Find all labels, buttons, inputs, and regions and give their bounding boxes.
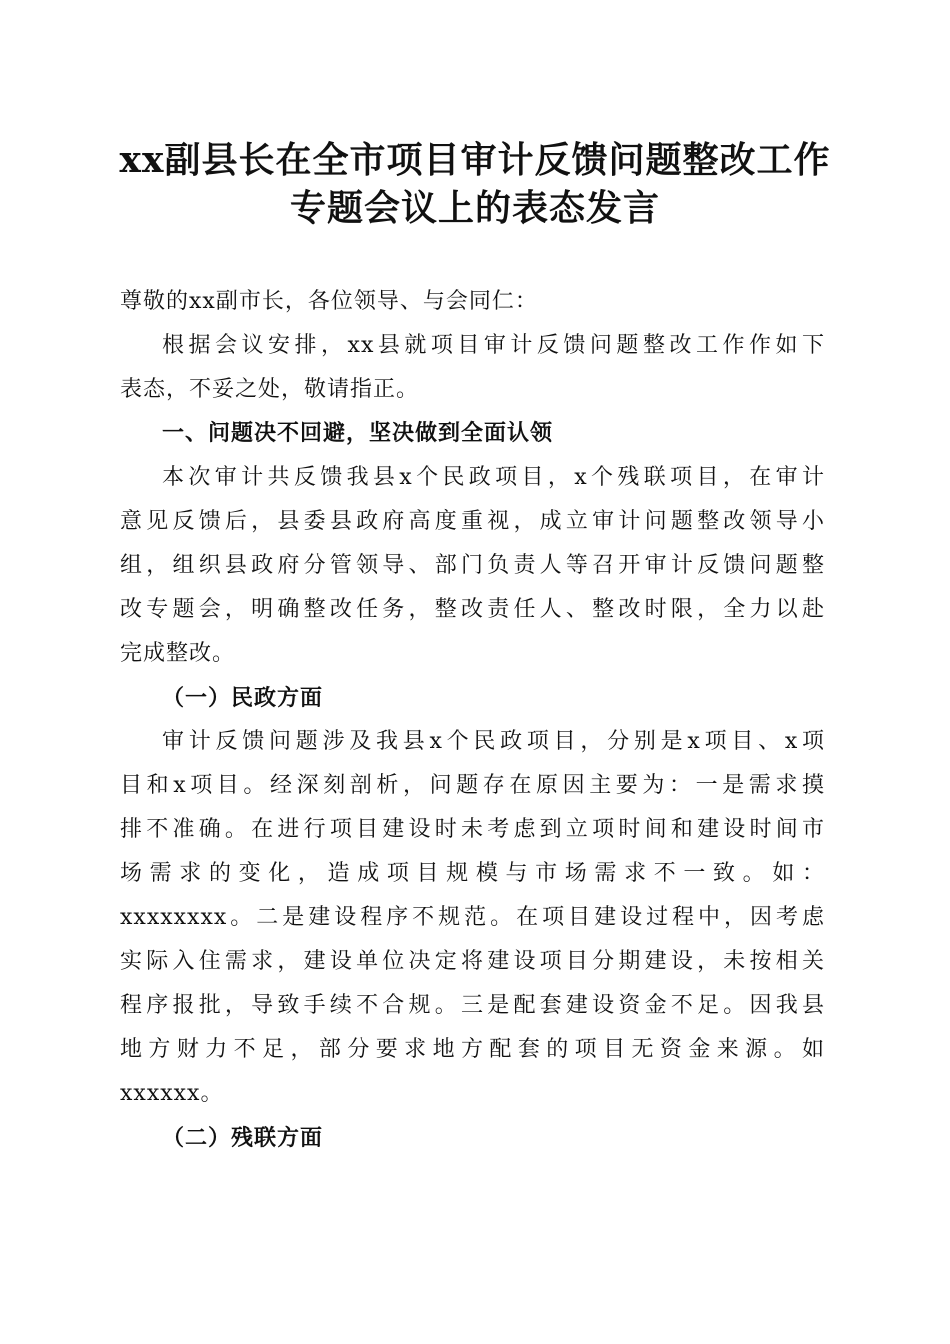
subsection-heading: （二）残联方面 [162,1125,324,1151]
document-title-line-2: 专题会议上的表态发言 [289,187,660,229]
paragraph-line: 场需求的变化，造成项目规模与市场需求不一致。如： [120,861,825,886]
paragraph-line: 程序报批，导致手续不合规。三是配套建设资金不足。因我县 [120,993,825,1018]
paragraph-line: 排不准确。在进行项目建设时未考虑到立项时间和建设时间市 [120,817,825,842]
subsection-heading: （一）民政方面 [162,685,324,711]
salutation: 尊敬的xx副市长，各位领导、与会同仁： [120,289,538,314]
paragraph-line: xxxxxx。 [120,1081,224,1106]
paragraph-line: 实际入住需求，建设单位决定将建设项目分期建设，未按相关 [120,949,825,974]
document-body [120,280,825,1160]
intro-line: 根据会议安排，xx县就项目审计反馈问题整改工作作如下 [162,333,825,358]
document-title-line-1: xx副县长在全市项目审计反馈问题整改工作 [119,139,831,181]
paragraph-line: 意见反馈后，县委县政府高度重视，成立审计问题整改领导小 [120,509,825,534]
section-heading: 一、问题决不回避，坚决做到全面认领 [162,421,554,446]
intro-line: 表态，不妥之处，敬请指正。 [120,377,420,402]
paragraph-line: 组，组织县政府分管领导、部门负责人等召开审计反馈问题整 [120,553,825,578]
paragraph-line: 本次审计共反馈我县x个民政项目，x个残联项目，在审计 [162,465,825,490]
paragraph-line: 完成整改。 [120,641,236,666]
paragraph-line: 改专题会，明确整改任务，整改责任人、整改时限，全力以赴 [120,597,825,622]
paragraph-line: 目和x项目。经深刻剖析，问题存在原因主要为：一是需求摸 [120,773,825,798]
paragraph-line: xxxxxxxx。二是建设程序不规范。在项目建设过程中，因考虑 [120,905,825,930]
paragraph-line: 地方财力不足，部分要求地方配套的项目无资金来源。如 [120,1037,825,1062]
paragraph-line: 审计反馈问题涉及我县x个民政项目，分别是x项目、x项 [162,729,825,754]
